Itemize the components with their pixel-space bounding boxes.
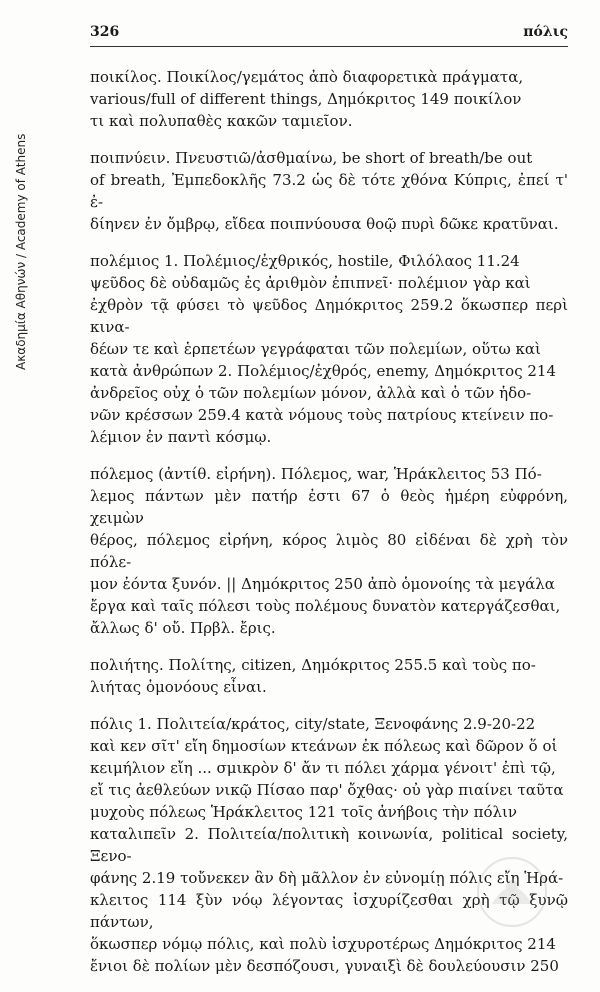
entry-line: ἀνδρεῖος οὐχ ὁ τῶν πολεμίων μόνον, ἀλλὰ καὶ ὁ τῶν ἡδο-: [90, 384, 532, 402]
side-watermark-text: Ακαδημία Αθηνών / Academy of Athens: [14, 133, 28, 370]
entry-line: μον ἐόντα ξυνόν. || Δημόκριτος 250 ἀπὸ ὁμονοίης τὰ μεγάλα: [90, 575, 555, 593]
dictionary-entry-poipnyein: [90, 147, 568, 235]
entry-line: πόλεμος (ἀντίθ. εἰρήνη). Πόλεμος, war, Ἡράκλειτος 53 Πό-: [90, 465, 542, 483]
entry-line: various/full of different things, Δημόκριτος 149 ποικίλον: [90, 90, 522, 108]
dictionary-entry-polemios: [90, 250, 568, 448]
entry-line: ἐχθρὸν τᾷ φύσει τὸ ψεῦδος Δημόκριτος 259.2 ὅκωσπερ περὶ κινα-: [90, 296, 568, 336]
dictionary-entry-polis: [90, 713, 568, 977]
entry-line: of breath, Ἐμπεδοκλῆς 73.2 ὡς δὲ τότε χθόνα Κύπρις, ἐπεί τ' ἐ-: [90, 171, 568, 211]
entry-line: ἄλλως δ' οὔ. Πρβλ. ἔρις.: [90, 619, 276, 637]
entry-line: λιήτας ὁμονόους εἶναι.: [90, 678, 267, 696]
entry-line: κλειτος 114 ξὺν νόῳ λέγοντας ἰσχυρίζεσθαι χρὴ τῷ ξυνῷ πάντων,: [90, 891, 568, 931]
entry-line: ἔργα καὶ ταῖς πόλεσι τοὺς πολέμους δυνατὸν κατεργάζεσθαι,: [90, 597, 561, 615]
running-title: πόλις: [523, 24, 568, 40]
entry-line: τι καὶ πολυπαθὲς κακῶν ταμιεῖον.: [90, 112, 353, 130]
entry-line: ἔνιοι δὲ πολίων μὲν δεσπόζουσι, γυναιξὶ δὲ δουλεύουσιν 250: [90, 957, 559, 975]
dictionary-entry-polietes: [90, 654, 568, 698]
entry-line: δίηνεν ἐν ὄμβρῳ, εἴδεα ποιπνύουσα θοῷ πυρὶ δῶκε κρατῦναι.: [90, 215, 559, 233]
entry-line: εἴ τις ἀεθλεύων νικῷ Πίσαο παρ' ὄχθας· οὐ γὰρ πιαίνει ταῦτα: [90, 781, 564, 799]
entry-line: δέων τε καὶ ἑρπετέων γεγράφαται τῶν πολεμίων, οὕτω καὶ: [90, 340, 541, 358]
side-watermark: [14, 40, 36, 380]
entry-line: νῶν κρέσσων 259.4 κατὰ νόμους τοὺς πατρίους κτείνειν πο-: [90, 406, 554, 424]
entry-line: λέμιον ἐν παντὶ κόσμῳ.: [90, 428, 272, 446]
academy-seal-watermark-icon: [472, 852, 552, 932]
entry-line: καὶ κεν σῖτ' εἴη δημοσίων κτεάνων ἐκ πόλεως καὶ δῶρον ὅ οἱ: [90, 737, 558, 755]
entry-line: καταλιπεῖν 2. Πολιτεία/πολιτικὴ κοινωνία, political society, Ξενο-: [90, 825, 568, 865]
page-number: 326: [90, 24, 120, 40]
dictionary-entry-poikilos: [90, 66, 568, 132]
entry-line: φάνης 2.19 τοὔνεκεν ἂν δὴ μᾶλλον ἐν εὐνομίῃ πόλις εἴη Ἡρά-: [90, 869, 564, 887]
entry-line: ποιπνύειν. Πνευστιῶ/ἀσθμαίνω, be short of breath/be out: [90, 149, 533, 167]
entry-line: λεμος πάντων μὲν πατήρ ἐστι 67 ὁ θεὸς ἡμέρη εὐφρόνη, χειμὼν: [90, 487, 568, 527]
entry-line: κειμήλιον εἴη ... σμικρὸν δ' ἄν τι πόλει χάρμα γένοιτ' ἐπὶ τῷ,: [90, 759, 556, 777]
entry-line: πόλις 1. Πολιτεία/κράτος, city/state, Ξενοφάνης 2.9-20-22: [90, 715, 536, 733]
entry-line: πολέμιος 1. Πολέμιος/ἐχθρικός, hostile, Φιλόλαος 11.24: [90, 252, 520, 270]
entry-line: πολιήτης. Πολίτης, citizen, Δημόκριτος 255.5 καὶ τοὺς πο-: [90, 656, 536, 674]
entry-line: μυχοὺς πόλεως Ἡράκλειτος 121 τοῖς ἀνήβοις τὴν πόλιν: [90, 803, 518, 821]
page-header: [90, 24, 568, 47]
dictionary-entry-polemos: [90, 463, 568, 639]
entry-line: κατὰ ἀνθρώπων 2. Πολέμιος/ἐχθρός, enemy, Δημόκριτος 214: [90, 362, 557, 380]
entry-line: ψεῦδος δὲ οὐδαμῶς ἐς ἀριθμὸν ἐπιπνεῖ· πολέμιον γὰρ καὶ: [90, 274, 531, 292]
entry-line: θέρος, πόλεμος εἰρήνη, κόρος λιμὸς 80 εἰδέναι δὲ χρὴ τὸν πόλε-: [90, 531, 568, 571]
entry-line: ποικίλος. Ποικίλος/γεμάτος ἀπὸ διαφορετικὰ πράγματα,: [90, 68, 524, 86]
entry-line: ὅκωσπερ νόμῳ πόλις, καὶ πολὺ ἰσχυροτέρως Δημόκριτος 214: [90, 935, 556, 953]
